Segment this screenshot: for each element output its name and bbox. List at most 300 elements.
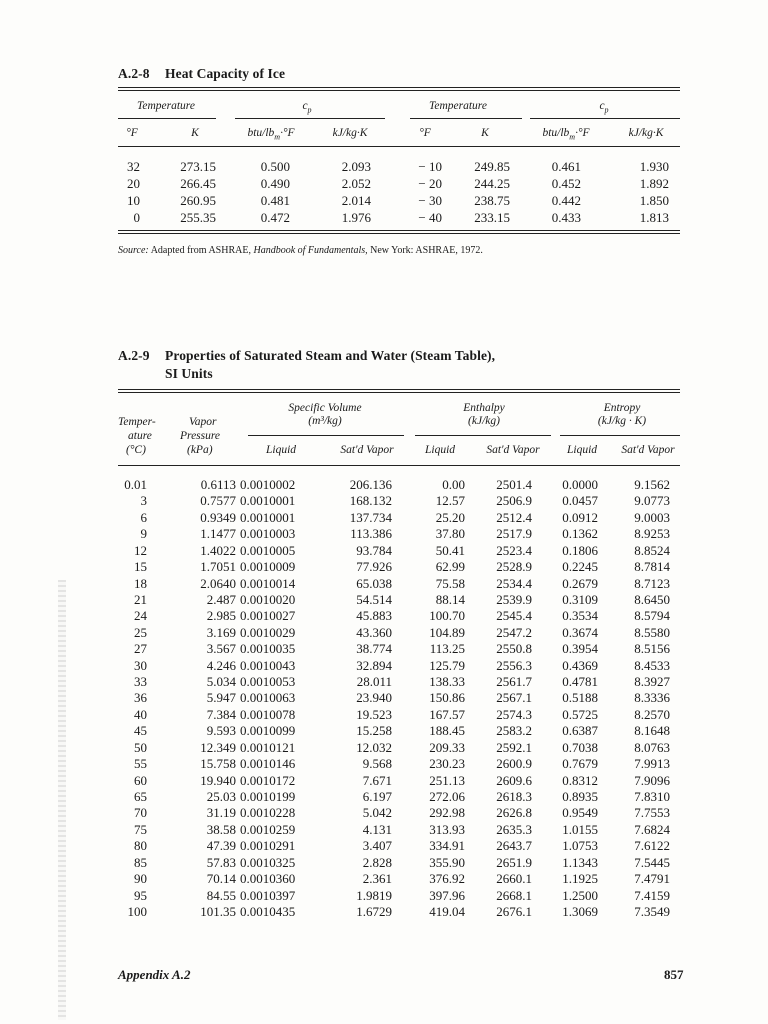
table-cell: 0.0010043 [240, 657, 296, 673]
table-cell: 75 [134, 821, 147, 837]
table1-group-rule-1 [118, 118, 216, 119]
table-cell: 9 [140, 526, 147, 542]
header-temp-l3: (°C) [126, 444, 146, 456]
table-cell: 1.1343 [562, 854, 598, 870]
table-cell: 25.20 [435, 509, 465, 525]
table-cell: 12.57 [435, 493, 465, 509]
table-cell: 125.79 [429, 657, 465, 673]
table-cell: 2.487 [206, 591, 236, 607]
header-specific-volume-unit: (m³/kg) [308, 415, 342, 427]
table-cell: 8.7123 [634, 575, 670, 591]
table-cell: 0.0010020 [240, 591, 296, 607]
table1-sub-kj-right: kJ/kg·K [628, 127, 664, 139]
header-sv-liquid: Liquid [265, 444, 297, 456]
table-cell: 0.0000 [562, 477, 598, 492]
table-cell: 104.89 [429, 624, 465, 640]
table-cell: − 30 [418, 193, 442, 208]
table-cell: 18 [134, 575, 147, 591]
en-group-rule [415, 435, 551, 436]
table-cell: 0.0010001 [240, 493, 296, 509]
table-cell: 5.034 [206, 674, 236, 690]
table1-group-rule-4 [530, 118, 680, 119]
source-label: Source: [118, 245, 149, 256]
table-cell: 100.70 [429, 608, 465, 624]
table1-bottom-rule [118, 230, 680, 231]
header-et-liquid: Liquid [566, 444, 598, 456]
table-cell: 2501.4 [496, 477, 532, 492]
table-cell: 8.9253 [634, 526, 670, 542]
table-cell: 0.0010146 [240, 756, 296, 772]
table-cell: 167.57 [429, 706, 465, 722]
header-enthalpy: Enthalpy [463, 402, 505, 414]
table-cell: 2.985 [206, 608, 236, 624]
table-cell: 397.96 [429, 887, 465, 903]
table-cell: 0.481 [260, 193, 290, 208]
table-cell: 0.8312 [562, 772, 598, 788]
et-group-rule [560, 435, 680, 436]
table-cell: 0.0010063 [240, 690, 296, 706]
table-cell: 0.6113 [200, 477, 236, 492]
table-cell: 0.0010078 [240, 706, 296, 722]
table-cell: 206.136 [349, 477, 392, 492]
table-cell: 0.4781 [562, 674, 598, 690]
table-cell: 209.33 [429, 739, 465, 755]
table-cell: 8.5580 [634, 624, 670, 640]
table-cell: 7.5445 [634, 854, 670, 870]
table1-header-temp-left: Temperature [137, 100, 195, 112]
table1-header-cp-left: $c_p$ [302, 100, 312, 115]
table-cell: 6.197 [362, 788, 392, 804]
table-cell: 260.95 [180, 193, 216, 208]
table-cell: 8.4533 [634, 657, 670, 673]
table-cell: 0.0010172 [240, 772, 296, 788]
table-cell: 138.33 [429, 674, 465, 690]
table-cell: 19.523 [356, 706, 392, 722]
table-cell: 0.0010053 [240, 674, 296, 690]
table-cell: 2539.9 [496, 591, 532, 607]
table2-title-line2: SI Units [165, 366, 213, 381]
table-cell: 0.0010014 [240, 575, 296, 591]
table1-title [118, 66, 285, 82]
table-cell: 2583.2 [496, 723, 532, 739]
table-cell: 8.5156 [634, 641, 670, 657]
table-cell: 1.3069 [562, 903, 598, 919]
table1-sub-f-left: °F [126, 127, 138, 139]
table-cell: 0.442 [551, 193, 581, 208]
scan-edge-artifact [58, 580, 66, 1020]
table-cell: 101.35 [200, 903, 236, 919]
table-cell: 2.093 [341, 159, 371, 174]
table-cell: 2592.1 [496, 739, 532, 755]
table-cell: 230.23 [429, 756, 465, 772]
table-cell: 8.0763 [634, 739, 670, 755]
table-cell: 2528.9 [496, 559, 532, 575]
table-cell: 0.1362 [562, 526, 598, 542]
table-cell: 1.0155 [562, 821, 598, 837]
table-cell: 1.7051 [200, 559, 236, 575]
table-cell: 7.671 [362, 772, 392, 788]
table-cell: 2512.4 [496, 509, 532, 525]
table-cell: 113.386 [350, 526, 392, 542]
table-cell: 0.0010001 [240, 509, 296, 525]
table-cell: − 20 [418, 176, 442, 191]
table-cell: 2676.1 [496, 903, 532, 919]
table-cell: 7.8310 [634, 788, 670, 804]
header-temp-l1: Temper- [118, 416, 156, 428]
table-cell: 0.0010228 [240, 805, 296, 821]
table-cell: 38.774 [356, 641, 392, 657]
table-cell: 0.2245 [562, 559, 598, 575]
table-cell: 0.0010002 [240, 477, 296, 492]
table-cell: 27 [134, 641, 147, 657]
table-cell: 6 [140, 509, 147, 525]
table1-top-rule [118, 87, 680, 88]
sv-group-rule [248, 435, 404, 436]
table-cell: 12.349 [200, 739, 236, 755]
table-cell: 85 [134, 854, 147, 870]
table-cell: 0.7577 [200, 493, 236, 509]
table-cell: 251.13 [429, 772, 465, 788]
table-cell: 0.8935 [562, 788, 598, 804]
table-cell: 266.45 [180, 176, 216, 191]
table-cell: 33 [134, 674, 147, 690]
table-cell: 8.3927 [634, 674, 670, 690]
table-cell: 137.734 [349, 509, 392, 525]
table-cell: 7.4791 [634, 871, 670, 887]
table-cell: 15 [134, 559, 147, 575]
footer-page-number: 857 [664, 967, 684, 982]
table-cell: 7.9096 [634, 772, 670, 788]
table-cell: 45.883 [356, 608, 392, 624]
table-cell: 0.0010360 [240, 871, 296, 887]
table-cell: 54.514 [356, 591, 392, 607]
header-vp-l3: (kPa) [187, 444, 213, 456]
table-cell: 7.7553 [634, 805, 670, 821]
table-cell: 62.99 [435, 559, 465, 575]
table-cell: 90 [134, 871, 147, 887]
table-cell: 2534.4 [496, 575, 532, 591]
table-cell: 1.930 [639, 159, 669, 174]
footer-appendix: Appendix A.2 [118, 967, 191, 982]
table-cell: 0.0010121 [240, 739, 296, 755]
table2-top-rule-2 [118, 392, 680, 393]
table-cell: 0.9349 [200, 509, 236, 525]
table-cell: 0.5725 [562, 706, 598, 722]
table-cell: 0.0010325 [240, 854, 296, 870]
table-cell: 65 [134, 788, 147, 804]
header-entropy-unit: (kJ/kg · K) [597, 415, 647, 427]
table-cell: 4.131 [362, 821, 392, 837]
table-cell: 2561.7 [496, 674, 532, 690]
table2-header-rule [118, 465, 680, 466]
table-cell: 100 [127, 903, 147, 919]
header-sv-satvap: Sat'd Vapor [340, 444, 394, 456]
table-cell: 2626.8 [496, 805, 532, 821]
table-cell: 0.0010259 [240, 821, 296, 837]
table-cell: 3.169 [206, 624, 236, 640]
table-cell: 0.01 [124, 477, 147, 492]
table-cell: 2.828 [362, 854, 392, 870]
table-cell: 7.384 [206, 706, 236, 722]
table-cell: 2651.9 [496, 854, 532, 870]
table-cell: 0.452 [551, 176, 581, 191]
table2-top-rule [118, 389, 680, 390]
table-cell: 3.567 [206, 641, 236, 657]
table-cell: 2660.1 [496, 871, 532, 887]
table-cell: 70 [134, 805, 147, 821]
table-cell: 0.0010435 [240, 903, 296, 919]
table-cell: 3.407 [362, 838, 392, 854]
table-cell: 0.7679 [562, 756, 598, 772]
table-cell: 1.1925 [562, 871, 598, 887]
table-cell: 255.35 [180, 210, 216, 225]
table-cell: 7.9913 [634, 756, 670, 772]
table-cell: 2609.6 [496, 772, 532, 788]
table-cell: 8.3336 [634, 690, 670, 706]
table-cell: 113.25 [429, 641, 465, 657]
table-cell: 1.813 [639, 210, 669, 225]
table-cell: 32.894 [356, 657, 392, 673]
table-cell: 4.246 [206, 657, 236, 673]
table-cell: 9.1562 [634, 477, 670, 492]
table-cell: 15.258 [356, 723, 392, 739]
table-cell: 0.3954 [562, 641, 598, 657]
table-cell: 9.0773 [634, 493, 670, 509]
table-cell: 2550.8 [496, 641, 532, 657]
table-cell: − 40 [418, 210, 442, 225]
table-cell: 25.03 [206, 788, 236, 804]
table-cell: 93.784 [356, 542, 392, 558]
table-cell: 10 [127, 193, 140, 208]
table-cell: 55 [134, 756, 147, 772]
table-cell: 0.0010199 [240, 788, 296, 804]
table-cell: 0.0010029 [240, 624, 296, 640]
table-cell: 40 [134, 706, 147, 722]
header-vp-l2: Pressure [180, 430, 221, 442]
table-cell: 272.06 [429, 788, 465, 804]
table-cell: 1.4022 [200, 542, 236, 558]
table-cell: 2618.3 [496, 788, 532, 804]
table1-sub-kj-left: kJ/kg·K [332, 127, 368, 139]
table1-top-rule-2 [118, 90, 680, 91]
table1-header-cp-right: $c_p$ [599, 100, 609, 115]
table-cell: 2668.1 [496, 887, 532, 903]
table-cell: 32 [127, 159, 140, 174]
table-cell: 2600.9 [496, 756, 532, 772]
table-cell: 2635.3 [496, 821, 532, 837]
table-cell: 43.360 [356, 624, 392, 640]
table-cell: 47.39 [206, 838, 236, 854]
table-cell: 30 [134, 657, 147, 673]
table-cell: 2567.1 [496, 690, 532, 706]
table-cell: 25 [134, 624, 147, 640]
table-cell: 12 [134, 542, 147, 558]
table1-sub-btu-right: btu/$lb_m\cdot^\circ F$ [542, 127, 590, 142]
table-cell: − 10 [418, 159, 442, 174]
table1-sub-k-left: K [191, 127, 199, 139]
table-cell: 0.3109 [562, 591, 598, 607]
table1-sub-k-right: K [481, 127, 489, 139]
table-cell: 0.0010291 [240, 838, 296, 854]
table-cell: 7.3549 [634, 903, 670, 919]
table-cell: 23.940 [356, 690, 392, 706]
table-cell: 334.91 [429, 838, 465, 854]
table-cell: 1.892 [639, 176, 669, 191]
table-cell: 313.93 [429, 821, 465, 837]
table1-sub-f-right: °F [419, 127, 431, 139]
header-enthalpy-unit: (kJ/kg) [468, 415, 500, 427]
table-cell: 2.014 [341, 193, 371, 208]
table-cell: 70.14 [206, 871, 236, 887]
table-cell: 15.758 [200, 756, 236, 772]
header-temp-l2: ature [128, 430, 152, 442]
table1-group-rule-2 [235, 118, 385, 119]
table1-bottom-rule-2 [118, 233, 680, 234]
table-cell: 2556.3 [496, 657, 532, 673]
table-cell: 36 [134, 690, 147, 706]
table-cell: 2547.2 [496, 624, 532, 640]
table1-number: A.2-8 [118, 66, 150, 81]
table-cell: 8.5794 [634, 608, 670, 624]
table-cell: 376.92 [429, 871, 465, 887]
table-cell: 95 [134, 887, 147, 903]
table-cell: 0.2679 [562, 575, 598, 591]
table-cell: 1.6729 [356, 903, 392, 919]
table-cell: 1.2500 [562, 887, 598, 903]
table-cell: 5.947 [206, 690, 236, 706]
table-cell: 0.500 [260, 159, 290, 174]
table-cell: 2574.3 [496, 706, 532, 722]
table1-group-rule-3 [410, 118, 522, 119]
table-cell: 2.0640 [200, 575, 236, 591]
table-cell: 0.6387 [562, 723, 598, 739]
table-cell: 1.976 [341, 210, 371, 225]
table-cell: 238.75 [474, 193, 510, 208]
table1-header-temp-right: Temperature [429, 100, 487, 112]
table-cell: 2545.4 [496, 608, 532, 624]
table1-title-text: Heat Capacity of Ice [165, 66, 286, 81]
table-cell: 168.132 [349, 493, 392, 509]
table-cell: 0.9549 [562, 805, 598, 821]
table-cell: 19.940 [200, 772, 236, 788]
table-cell: 9.0003 [634, 509, 670, 525]
header-en-liquid: Liquid [424, 444, 456, 456]
table-cell: 3 [140, 493, 147, 509]
table-cell: 0.433 [551, 210, 581, 225]
table-cell: 2.361 [362, 871, 392, 887]
table2-number: A.2-9 [118, 348, 150, 363]
table-cell: 7.4159 [634, 887, 670, 903]
table-cell: 0.1806 [562, 542, 598, 558]
table-cell: 8.6450 [634, 591, 670, 607]
table-cell: 0.4369 [562, 657, 598, 673]
table-cell: 57.83 [206, 854, 236, 870]
table-cell: 80 [134, 838, 147, 854]
table-cell: 0.0010397 [240, 887, 296, 903]
table-cell: 0.00 [442, 477, 465, 492]
table-cell: 1.0753 [562, 838, 598, 854]
table-cell: 84.55 [206, 887, 236, 903]
source-book: Handbook of Fundamentals, [253, 245, 368, 256]
table-cell: 0.0457 [562, 493, 598, 509]
table-cell: 2643.7 [496, 838, 532, 854]
table-cell: 1.1477 [200, 526, 236, 542]
table-cell: 0.5188 [562, 690, 598, 706]
header-entropy: Entropy [603, 402, 641, 414]
table-cell: 20 [127, 176, 140, 191]
table-cell: 8.2570 [634, 706, 670, 722]
table-cell: 0.0010099 [240, 723, 296, 739]
table-cell: 9.568 [362, 756, 392, 772]
table-cell: 2.052 [341, 176, 371, 191]
table-cell: 8.8524 [634, 542, 670, 558]
header-vp-l1: Vapor [189, 416, 217, 428]
source-pre: Adapted from ASHRAE, [150, 245, 251, 256]
table1-sub-btu-left: btu/$lb_m\cdot^\circ F$ [247, 127, 295, 142]
source-post: New York: ASHRAE, 1972. [370, 245, 483, 256]
table-cell: 0.3674 [562, 624, 598, 640]
table-cell: 355.90 [429, 854, 465, 870]
table-cell: 2523.4 [496, 542, 532, 558]
table-cell: 0.0010003 [240, 526, 296, 542]
table1-header-rule [118, 146, 680, 147]
table2-title-line1: Properties of Saturated Steam and Water (Steam Table), [165, 348, 496, 363]
table-cell: 0.3534 [562, 608, 598, 624]
table-cell: 75.58 [435, 575, 465, 591]
table-cell: 188.45 [429, 723, 465, 739]
table-cell: 2506.9 [496, 493, 532, 509]
table-cell: 24 [134, 608, 147, 624]
table-cell: 233.15 [474, 210, 510, 225]
table-cell: 38.58 [206, 821, 236, 837]
table-cell: 50 [134, 739, 147, 755]
table-cell: 7.6122 [634, 838, 670, 854]
table-cell: 5.042 [362, 805, 392, 821]
table-cell: 0.0010035 [240, 641, 296, 657]
table-cell: 8.1648 [634, 723, 670, 739]
table-cell: 150.86 [429, 690, 465, 706]
table-cell: 0.0010027 [240, 608, 296, 624]
table-cell: 0.490 [260, 176, 290, 191]
table-cell: 0.461 [551, 159, 581, 174]
table-cell: 65.038 [356, 575, 392, 591]
header-et-satvap: Sat'd Vapor [621, 444, 675, 456]
table-cell: 0.0010009 [240, 559, 296, 575]
table-cell: 1.9819 [356, 887, 392, 903]
table-cell: 60 [134, 772, 147, 788]
table2-title [118, 348, 495, 364]
table-cell: 0.7038 [562, 739, 598, 755]
table-cell: 273.15 [180, 159, 216, 174]
table-cell: 50.41 [435, 542, 465, 558]
table-cell: 12.032 [356, 739, 392, 755]
table-cell: 7.6824 [634, 821, 670, 837]
table-cell: 249.85 [474, 159, 510, 174]
table-cell: 244.25 [474, 176, 510, 191]
table-cell: 8.7814 [634, 559, 670, 575]
table-cell: 31.19 [206, 805, 236, 821]
table-cell: 0 [133, 210, 140, 225]
table-cell: 9.593 [206, 723, 236, 739]
table-cell: 0.472 [260, 210, 290, 225]
header-specific-volume: Specific Volume [288, 402, 362, 414]
table-cell: 88.14 [435, 591, 465, 607]
table-cell: 37.80 [435, 526, 465, 542]
table-cell: 292.98 [429, 805, 465, 821]
table-cell: 2517.9 [496, 526, 532, 542]
table1-source [118, 245, 483, 256]
table-cell: 0.0912 [562, 509, 598, 525]
